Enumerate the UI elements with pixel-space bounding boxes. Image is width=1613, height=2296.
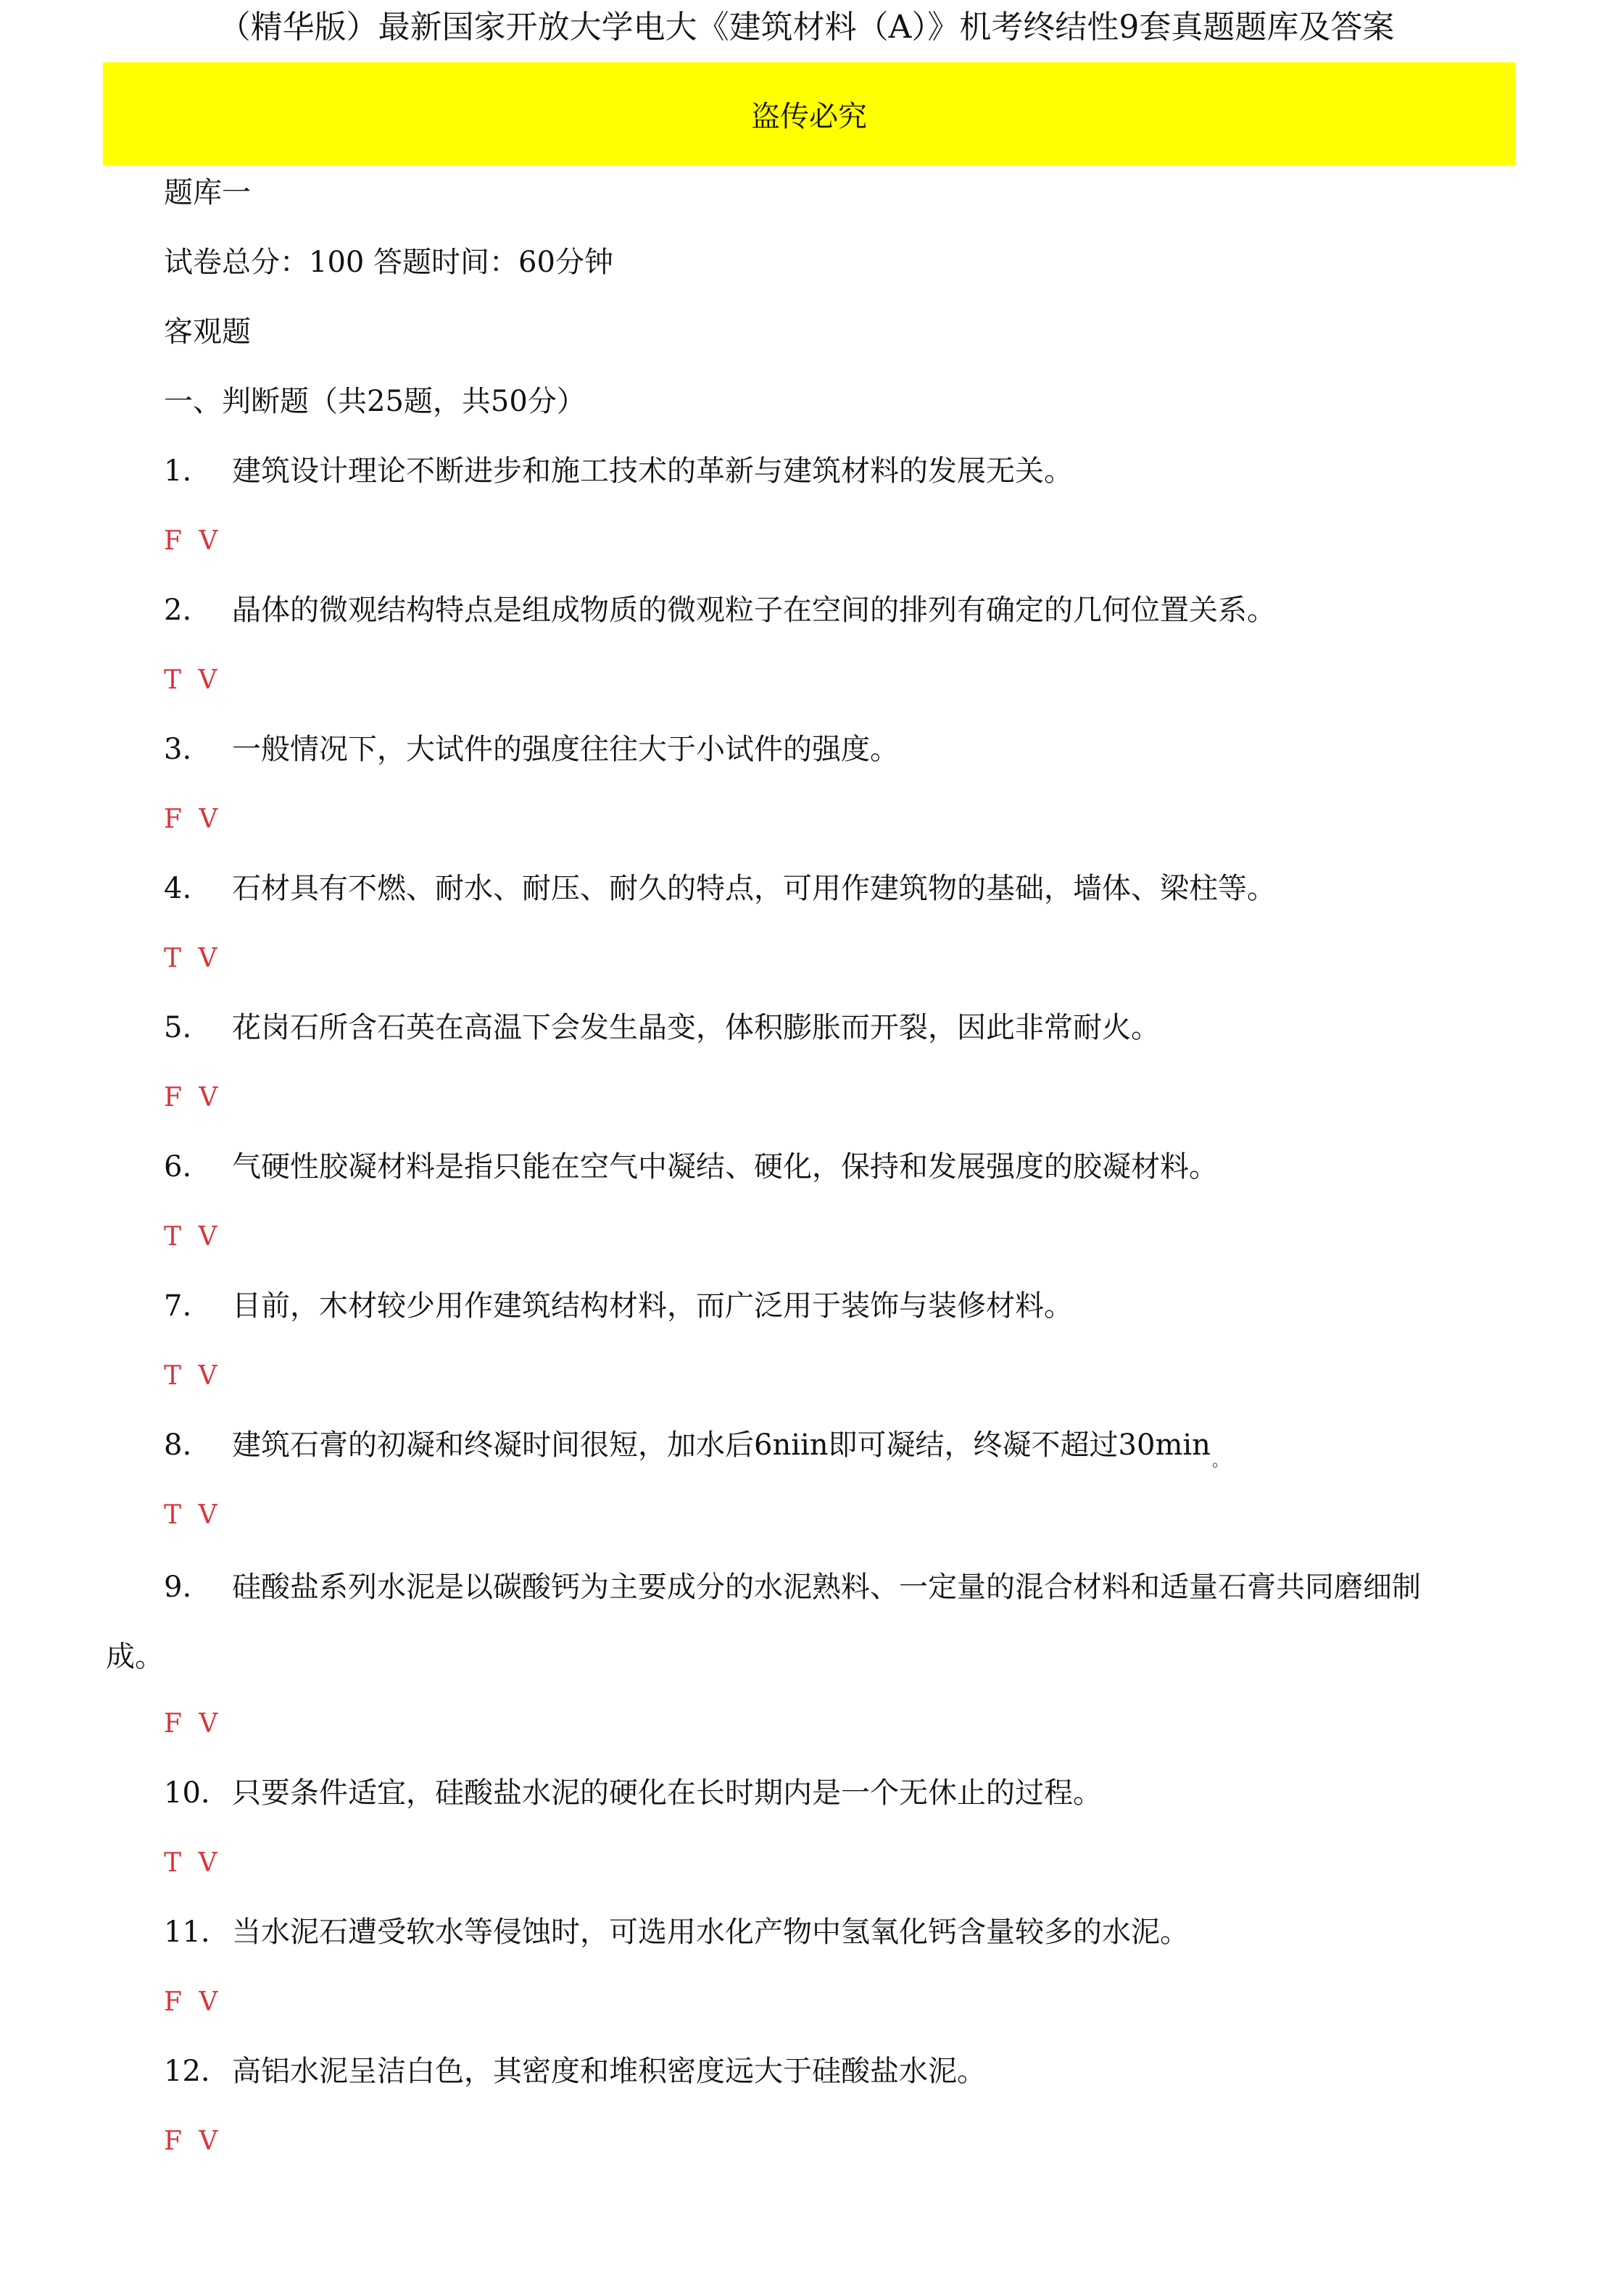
- question-text: 建筑石膏的初凝和终凝时间很短，加水后6niin即可凝结，终凝不超过30min: [232, 1428, 1211, 1462]
- question-2: [164, 590, 1276, 631]
- question-3: [164, 729, 899, 770]
- question-11: [164, 1912, 1189, 1952]
- answer-8: T V: [164, 1500, 222, 1530]
- answer-5: F V: [164, 1083, 223, 1112]
- question-9-continuation: 成。: [106, 1640, 164, 1673]
- exam-info: 试卷总分：100 答题时间：60分钟: [164, 246, 613, 279]
- question-number: 11.: [164, 1916, 210, 1949]
- copyright-banner: [103, 62, 1515, 165]
- document-title: （精华版）最新国家开放大学电大《建筑材料（A）》机考终结性9套真题题库及答案: [218, 9, 1395, 46]
- question-12: [164, 2051, 986, 2092]
- section-heading: 一、判断题（共25题，共50分）: [164, 385, 586, 418]
- question-text: 晶体的微观结构特点是组成物质的微观粒子在空间的排列有确定的几何位置关系。: [232, 594, 1276, 627]
- answer-7: T V: [164, 1361, 222, 1391]
- answer-9: F V: [164, 1709, 223, 1739]
- question-text: 当水泥石遭受软水等侵蚀时，可选用水化产物中氢氧化钙含量较多的水泥。: [232, 1916, 1189, 1949]
- question-1: [164, 451, 1073, 491]
- answer-4: T V: [164, 944, 222, 973]
- question-10: [164, 1773, 1102, 1813]
- question-text: 花岗石所含石英在高温下会发生晶变，体积膨胀而开裂，因此非常耐火。: [232, 1011, 1160, 1044]
- question-5: [164, 1007, 1160, 1048]
- answer-6: T V: [164, 1222, 222, 1252]
- section-type: 客观题: [164, 315, 251, 349]
- question-number: 8.: [164, 1428, 192, 1462]
- question-text: 建筑设计理论不断进步和施工技术的革新与建筑材料的发展无关。: [232, 454, 1073, 488]
- question-number: 7.: [164, 1289, 192, 1323]
- question-number: 2.: [164, 594, 192, 627]
- question-6: [164, 1147, 1218, 1187]
- answer-10: T V: [164, 1848, 222, 1878]
- question-number: 10.: [164, 1776, 210, 1810]
- question-number: 4.: [164, 872, 192, 905]
- bank-label: 题库一: [164, 176, 251, 209]
- answer-3: F V: [164, 804, 223, 834]
- question-text: 气硬性胶凝材料是指只能在空气中凝结、硬化，保持和发展强度的胶凝材料。: [232, 1150, 1218, 1184]
- question-text: 目前，木材较少用作建筑结构材料，而广泛用于装饰与装修材料。: [232, 1289, 1073, 1323]
- question-number: 5.: [164, 1011, 192, 1044]
- question-text: 石材具有不燃、耐水、耐压、耐久的特点，可用作建筑物的基础，墙体、梁柱等。: [232, 872, 1276, 905]
- answer-12: F V: [164, 2126, 223, 2156]
- question-text: 高铝水泥呈洁白色，其密度和堆积密度远大于硅酸盐水泥。: [232, 2055, 986, 2088]
- question-9: [164, 1567, 1421, 1607]
- question-number: 12.: [164, 2055, 210, 2088]
- question-number: 1.: [164, 454, 192, 488]
- question-text: 只要条件适宜，硅酸盐水泥的硬化在长时期内是一个无休止的过程。: [232, 1776, 1102, 1810]
- banner-text: 盗传必究: [751, 99, 867, 133]
- question-text: 硅酸盐系列水泥是以碳酸钙为主要成分的水泥熟料、一定量的混合材料和适量石膏共同磨细制: [232, 1571, 1421, 1604]
- question-text: 一般情况下，大试件的强度往往大于小试件的强度。: [232, 733, 899, 766]
- question-7: [164, 1286, 1073, 1326]
- answer-1: F V: [164, 526, 223, 556]
- question-tail: 。: [1211, 1452, 1228, 1471]
- question-number: 6.: [164, 1150, 192, 1184]
- question-4: [164, 868, 1276, 909]
- answer-2: T V: [164, 665, 222, 695]
- question-8: [164, 1425, 1228, 1482]
- answer-11: F V: [164, 1987, 223, 2017]
- question-number: 3.: [164, 733, 192, 766]
- question-number: 9.: [164, 1571, 192, 1604]
